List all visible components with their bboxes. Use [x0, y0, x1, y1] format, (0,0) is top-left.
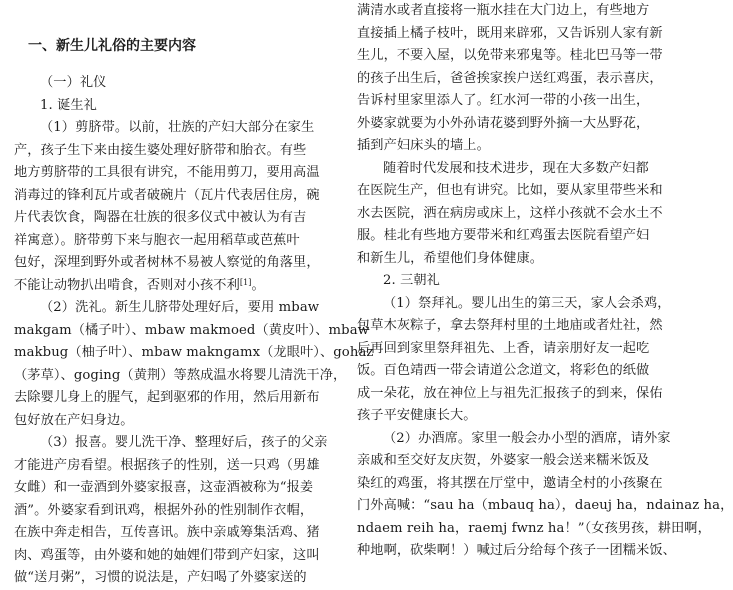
line-text: 随着时代发展和技术进步，现在大多数产妇都	[383, 160, 649, 176]
line-text: 包好，深埋到野外或者树林不易被人察觉的角落里，	[14, 255, 320, 270]
line-text: 产，孩子生下来由接生婆处理好脐带和胎衣。有些	[14, 142, 307, 158]
section-title: 一、新生儿礼俗的主要内容	[28, 38, 196, 54]
line-text: 包草木灰粽子，拿去祭拜村里的土地庙或者灶社，然	[357, 318, 663, 333]
text-line	[14, 320, 370, 343]
text-line	[14, 500, 334, 523]
line-text: （1）剪脐带。以前，壮族的产妇大部分在家生	[40, 120, 315, 135]
line-text: 和新生儿，希望他们身体健康。	[357, 250, 544, 266]
text-line	[357, 315, 677, 338]
text-line	[14, 185, 334, 208]
text-line	[357, 338, 677, 361]
line-text: 染红的鸡蛋，将其摆在厅堂中，邀请全村的小孩聚在	[357, 475, 663, 491]
line-text: 不能让动物扒出啃食，否则对小孩不利	[14, 277, 240, 293]
text-line	[357, 0, 677, 23]
line-text: 女雌）和一壶酒到外婆家报喜，这壶酒被称为“报姜	[14, 480, 314, 495]
line-text: 满清水或者直接将一瓶水挂在大门边上，有些地方	[357, 3, 650, 18]
text-line	[14, 410, 334, 433]
line-text: 做“送月粥”，习惯的说法是，产妇喝了外婆家送的	[14, 570, 307, 585]
line-text: 祥寓意）。脐带剪下来与胞衣一起用稻草或芭蕉叶	[14, 232, 300, 248]
line-text: 2. 三朝礼	[383, 273, 440, 288]
text-line	[14, 162, 334, 185]
right-column	[357, 0, 733, 563]
line-text: 后再回到家里祭拜祖先、上香，请亲朋好友一起吃	[357, 340, 650, 356]
line-text: （2）办酒席。家里一般会办小型的酒席，请外家	[383, 430, 671, 446]
line-text: 外婆家就要为小外孙请花婆到野外摘一大丛野花，	[357, 115, 650, 131]
text-line	[357, 90, 677, 113]
line-text: 在医院生产，但也有讲究。比如，要从家里带些米和	[357, 183, 663, 198]
line-text: 门外高喊：“sau ha（mbauq ha），daeuj ha，ndainaz ha，	[357, 498, 733, 513]
text-line	[357, 68, 677, 91]
line-text: 在族中奔走相告，互传喜讯。族中亲戚筹集活鸡、猪	[14, 525, 320, 540]
text-line	[14, 567, 334, 590]
text-line	[357, 518, 711, 541]
text-line	[357, 225, 677, 248]
text-line	[14, 275, 334, 298]
line-text: （茅草）、goging（黄荆）等熬成温水将婴儿清洗干净，	[14, 367, 347, 383]
text-line	[14, 365, 347, 388]
text-line	[357, 360, 677, 383]
line-text: 消毒过的锋利瓦片或者破碗片（瓦片代表居住房，碗	[14, 187, 320, 203]
text-line	[357, 45, 677, 68]
line-text: 饭。百色靖西一带会请道公念道文，将彩色的纸做	[357, 363, 650, 378]
text-line	[14, 522, 334, 545]
line-text: 的孩子出生后，爸爸挨家挨户送红鸡蛋，表示喜庆，	[357, 70, 663, 86]
heading-birth-ceremony: 1. 诞生礼	[40, 97, 97, 113]
line-text: makgam（橘子叶）、mbaw makmoed（黄皮叶）、mbaw	[14, 322, 370, 338]
text-line	[14, 297, 334, 320]
line-text-tail: 。	[251, 277, 265, 293]
line-text: 片代表饮食，陶器在壮族的很多仪式中被认为有吉	[14, 210, 307, 225]
line-text: 地方剪脐带的工具很有讲究，不能用剪刀，要用高温	[14, 165, 320, 180]
line-text: 直接插上橘子枝叶，既用来辟邪，又告诉别人家有新	[357, 25, 663, 41]
text-line	[14, 545, 334, 568]
text-line	[357, 540, 677, 563]
text-line	[14, 117, 334, 140]
text-line	[14, 207, 334, 230]
line-text: 成一朵花，放在神位上与祖先汇报孩子的到来，保佑	[357, 385, 663, 401]
text-line	[357, 248, 677, 271]
line-text: 服。桂北有些地方要带米和红鸡蛋去医院看望产妇	[357, 228, 650, 243]
left-column	[14, 0, 374, 590]
text-line	[357, 23, 677, 46]
text-line	[357, 428, 677, 451]
text-line	[357, 270, 677, 293]
citation-ref: [1]	[239, 277, 252, 287]
text-line	[14, 477, 334, 500]
text-line	[14, 387, 334, 410]
text-line	[357, 473, 677, 496]
line-text: 生儿，不要入屋，以免带来邪鬼等。桂北巴马等一带	[357, 48, 663, 63]
line-text: 亲戚和至交好友庆贺，外婆家一般会送来糯米饭及	[357, 453, 650, 468]
text-line	[14, 252, 334, 275]
text-line	[357, 405, 677, 428]
line-text: 孩子平安健康长大。	[357, 408, 477, 423]
line-text: （3）报喜。婴儿洗干净、整理好后，孩子的父亲	[40, 435, 328, 450]
text-line	[357, 383, 677, 406]
text-line	[357, 158, 677, 181]
line-text: 酒”。外婆家看到讯鸡，根据外孙的性别制作衣帽，	[14, 502, 314, 518]
line-text: （2）洗礼。新生儿脐带处理好后，要用 mbaw	[40, 300, 320, 315]
text-line	[357, 203, 677, 226]
line-text: makbug（柚子叶）、mbaw makngamx（龙眼叶）、gohaz	[14, 345, 374, 360]
text-line	[357, 180, 677, 203]
right-paragraphs	[357, 0, 733, 563]
text-line	[14, 432, 334, 455]
text-line	[357, 293, 677, 316]
line-text: （1）祭拜礼。婴儿出生的第三天，家人会杀鸡，	[383, 295, 671, 311]
line-text: 包好放在产妇身边。	[14, 412, 134, 428]
text-line	[14, 140, 334, 163]
line-text: 插到产妇床头的墙上。	[357, 138, 490, 153]
line-text: ndaem reih ha，raemj fwnz ha！”（女孩男孩，耕田啊，	[357, 520, 711, 536]
line-text: 去除婴儿身上的腥气，起到驱邪的作用，然后用新布	[14, 390, 320, 405]
line-text: 水去医院，洒在病房或床上，这样小孩就不会水土不	[357, 205, 663, 221]
line-text: 肉、鸡蛋等，由外婆和她的妯娌们带到产妇家，这叫	[14, 547, 320, 563]
line-text: 告诉村里家里添人了。红水河一带的小孩一出生，	[357, 93, 650, 108]
line-text: 才能进产房看望。根据孩子的性别，送一只鸡（男雄	[14, 457, 320, 473]
subsection-heading: （一）礼仪	[40, 75, 107, 90]
text-line	[14, 342, 374, 365]
text-line	[14, 230, 334, 253]
text-line	[14, 455, 334, 478]
left-paragraphs	[14, 117, 374, 590]
line-text: 种地啊，砍柴啊！）喊过后分给每个孩子一团糯米饭、	[357, 543, 676, 558]
text-line	[357, 450, 677, 473]
text-line	[357, 135, 677, 158]
text-line	[357, 113, 677, 136]
text-line	[357, 495, 733, 518]
